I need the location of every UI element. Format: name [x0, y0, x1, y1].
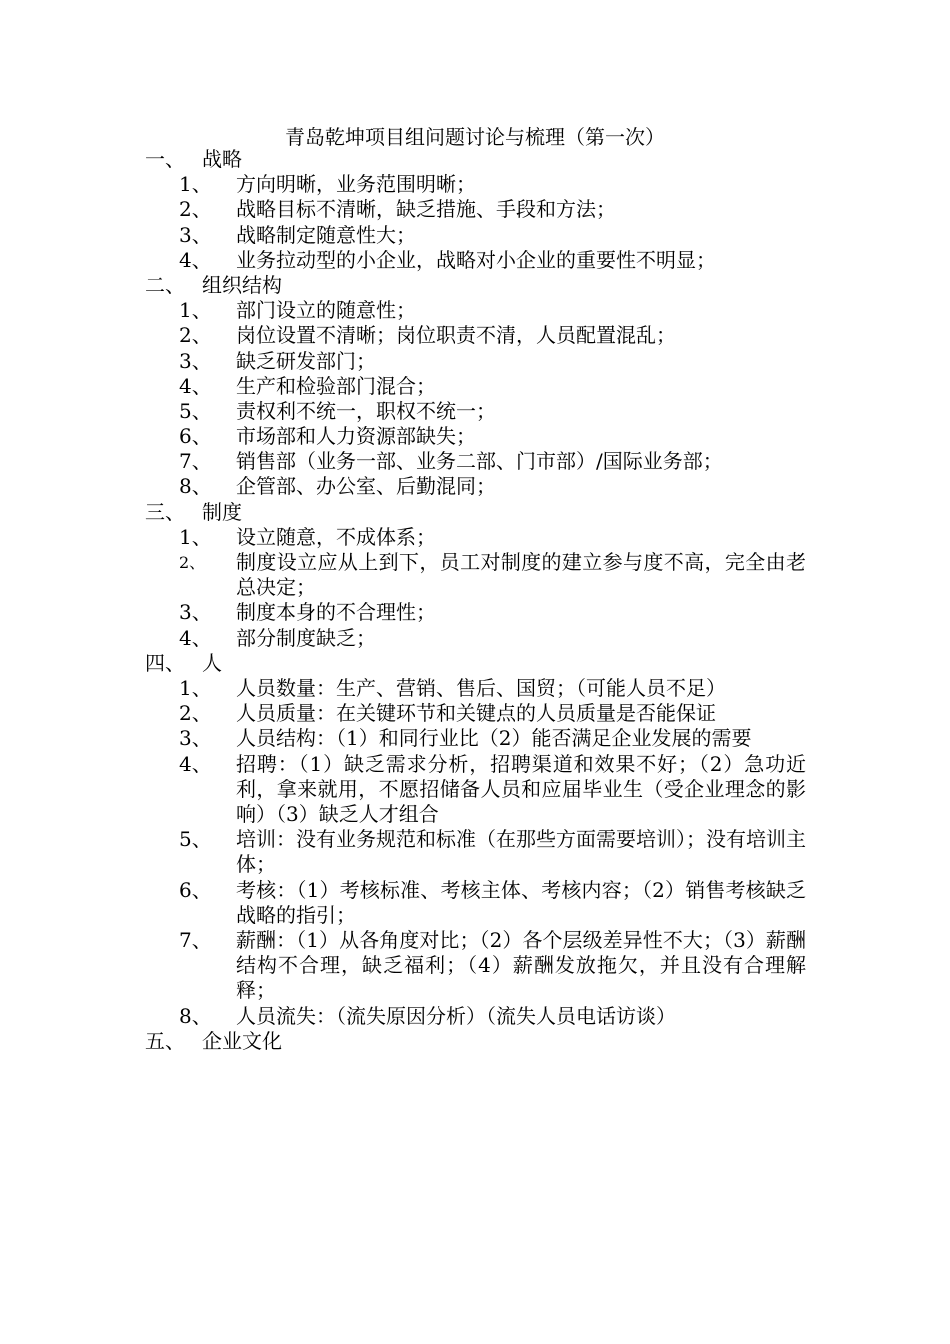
section-number: 五、: [145, 1028, 185, 1053]
item-text: 企管部、办公室、后勤混同；: [236, 474, 496, 499]
item-text: 培训：没有业务规范和标准（在那些方面需要培训）；没有培训主体；: [236, 827, 806, 877]
item-text: 考核：（1）考核标准、考核主体、考核内容；（2）销售考核缺乏战略的指引；: [236, 877, 806, 927]
section-title: 制度: [202, 499, 242, 524]
section-title: 企业文化: [202, 1028, 282, 1053]
item-number: 1、: [179, 298, 212, 323]
item-number: 6、: [179, 424, 212, 449]
item-number: 4、: [179, 625, 212, 650]
item-text: 市场部和人力资源部缺失；: [236, 424, 476, 449]
item-text: 战略目标不清晰，缺乏措施、手段和方法；: [236, 197, 616, 222]
document-title: 青岛乾坤项目组问题讨论与梳理（第一次）: [285, 125, 665, 149]
item-number: 8、: [179, 1003, 212, 1028]
item-text: 人员流失：（流失原因分析）（流失人员电话访谈）: [236, 1003, 676, 1028]
item-number: 3、: [179, 348, 212, 373]
list-item: [145, 197, 815, 222]
document-body: [145, 147, 815, 1054]
section-title: 人: [202, 650, 222, 675]
item-number: 6、: [179, 877, 212, 902]
item-text: 责权利不统一，职权不统一；: [236, 398, 496, 423]
list-item: [145, 550, 815, 600]
list-item: [145, 248, 815, 273]
item-text: 战略制定随意性大；: [236, 222, 416, 247]
list-item: [145, 701, 815, 726]
section-heading: [145, 147, 815, 172]
item-text: 人员数量：生产、营销、售后、国贸；（可能人员不足）: [236, 675, 726, 700]
section-heading: [145, 273, 815, 298]
item-number: 3、: [179, 726, 212, 751]
item-number: 7、: [179, 927, 212, 952]
section-heading: [145, 651, 815, 676]
list-item: [145, 525, 815, 550]
list-item: [145, 827, 815, 877]
item-number: 2、: [179, 701, 212, 726]
list-item: [145, 323, 815, 348]
list-item: [145, 424, 815, 449]
section-heading: [145, 1029, 815, 1054]
item-number: 2、: [179, 323, 212, 348]
list-item: [145, 298, 815, 323]
item-text: 部门设立的随意性；: [236, 298, 416, 323]
item-number: 8、: [179, 474, 212, 499]
section-title: 组织结构: [202, 272, 282, 297]
item-text: 人员质量：在关键环节和关键点的人员质量是否能保证: [236, 701, 716, 726]
item-number: 1、: [179, 524, 212, 549]
section-number: 三、: [145, 499, 185, 524]
list-item: [145, 928, 815, 1004]
item-number: 1、: [179, 675, 212, 700]
item-number: 4、: [179, 751, 212, 776]
item-text: 销售部（业务一部、业务二部、门市部）/国际业务部；: [236, 449, 723, 474]
item-text: 业务拉动型的小企业，战略对小企业的重要性不明显；: [236, 247, 716, 272]
item-text: 制度本身的不合理性；: [236, 600, 436, 625]
list-item: [145, 449, 815, 474]
list-item: [145, 600, 815, 625]
list-item: [145, 399, 815, 424]
section-number: 二、: [145, 272, 185, 297]
section-number: 一、: [145, 147, 185, 171]
list-item: [145, 349, 815, 374]
list-item: [145, 626, 815, 651]
item-text: 岗位设置不清晰；岗位职责不清，人员配置混乱；: [236, 323, 676, 348]
item-number: 2、: [179, 553, 206, 572]
list-item: [145, 223, 815, 248]
item-number: 5、: [179, 827, 212, 852]
list-item: [145, 878, 815, 928]
item-number: 4、: [179, 247, 212, 272]
item-text: 薪酬：（1）从各角度对比；（2）各个层级差异性不大；（3）薪酬结构不合理，缺乏福利；（4）薪酬发放拖欠，并且没有合理解释；: [236, 927, 806, 1003]
list-item: [145, 726, 815, 751]
item-number: 4、: [179, 373, 212, 398]
list-item: [145, 374, 815, 399]
list-item: [145, 474, 815, 499]
section-heading: [145, 500, 815, 525]
item-text: 缺乏研发部门；: [236, 348, 376, 373]
item-number: 1、: [179, 172, 212, 197]
list-item: [145, 1004, 815, 1029]
list-item: [145, 172, 815, 197]
item-text: 部分制度缺乏；: [236, 625, 376, 650]
section-number: 四、: [145, 650, 185, 675]
list-item: [145, 752, 815, 828]
item-number: 7、: [179, 449, 212, 474]
list-item: [145, 676, 815, 701]
item-text: 生产和检验部门混合；: [236, 373, 436, 398]
section-title: 战略: [202, 147, 242, 171]
item-text: 方向明晰，业务范围明晰；: [236, 172, 476, 197]
item-text: 设立随意，不成体系；: [236, 524, 436, 549]
item-text: 招聘：（1）缺乏需求分析，招聘渠道和效果不好；（2）急功近利，拿来就用，不愿招储备人员和应届毕业生（受企业理念的影响）（3）缺乏人才组合: [236, 751, 806, 826]
item-number: 2、: [179, 197, 212, 222]
item-number: 5、: [179, 398, 212, 423]
item-number: 3、: [179, 222, 212, 247]
item-number: 3、: [179, 600, 212, 625]
item-text: 人员结构：（1）和同行业比（2）能否满足企业发展的需要: [236, 726, 752, 751]
item-text: 制度设立应从上到下，员工对制度的建立参与度不高，完全由老总决定；: [236, 550, 806, 600]
